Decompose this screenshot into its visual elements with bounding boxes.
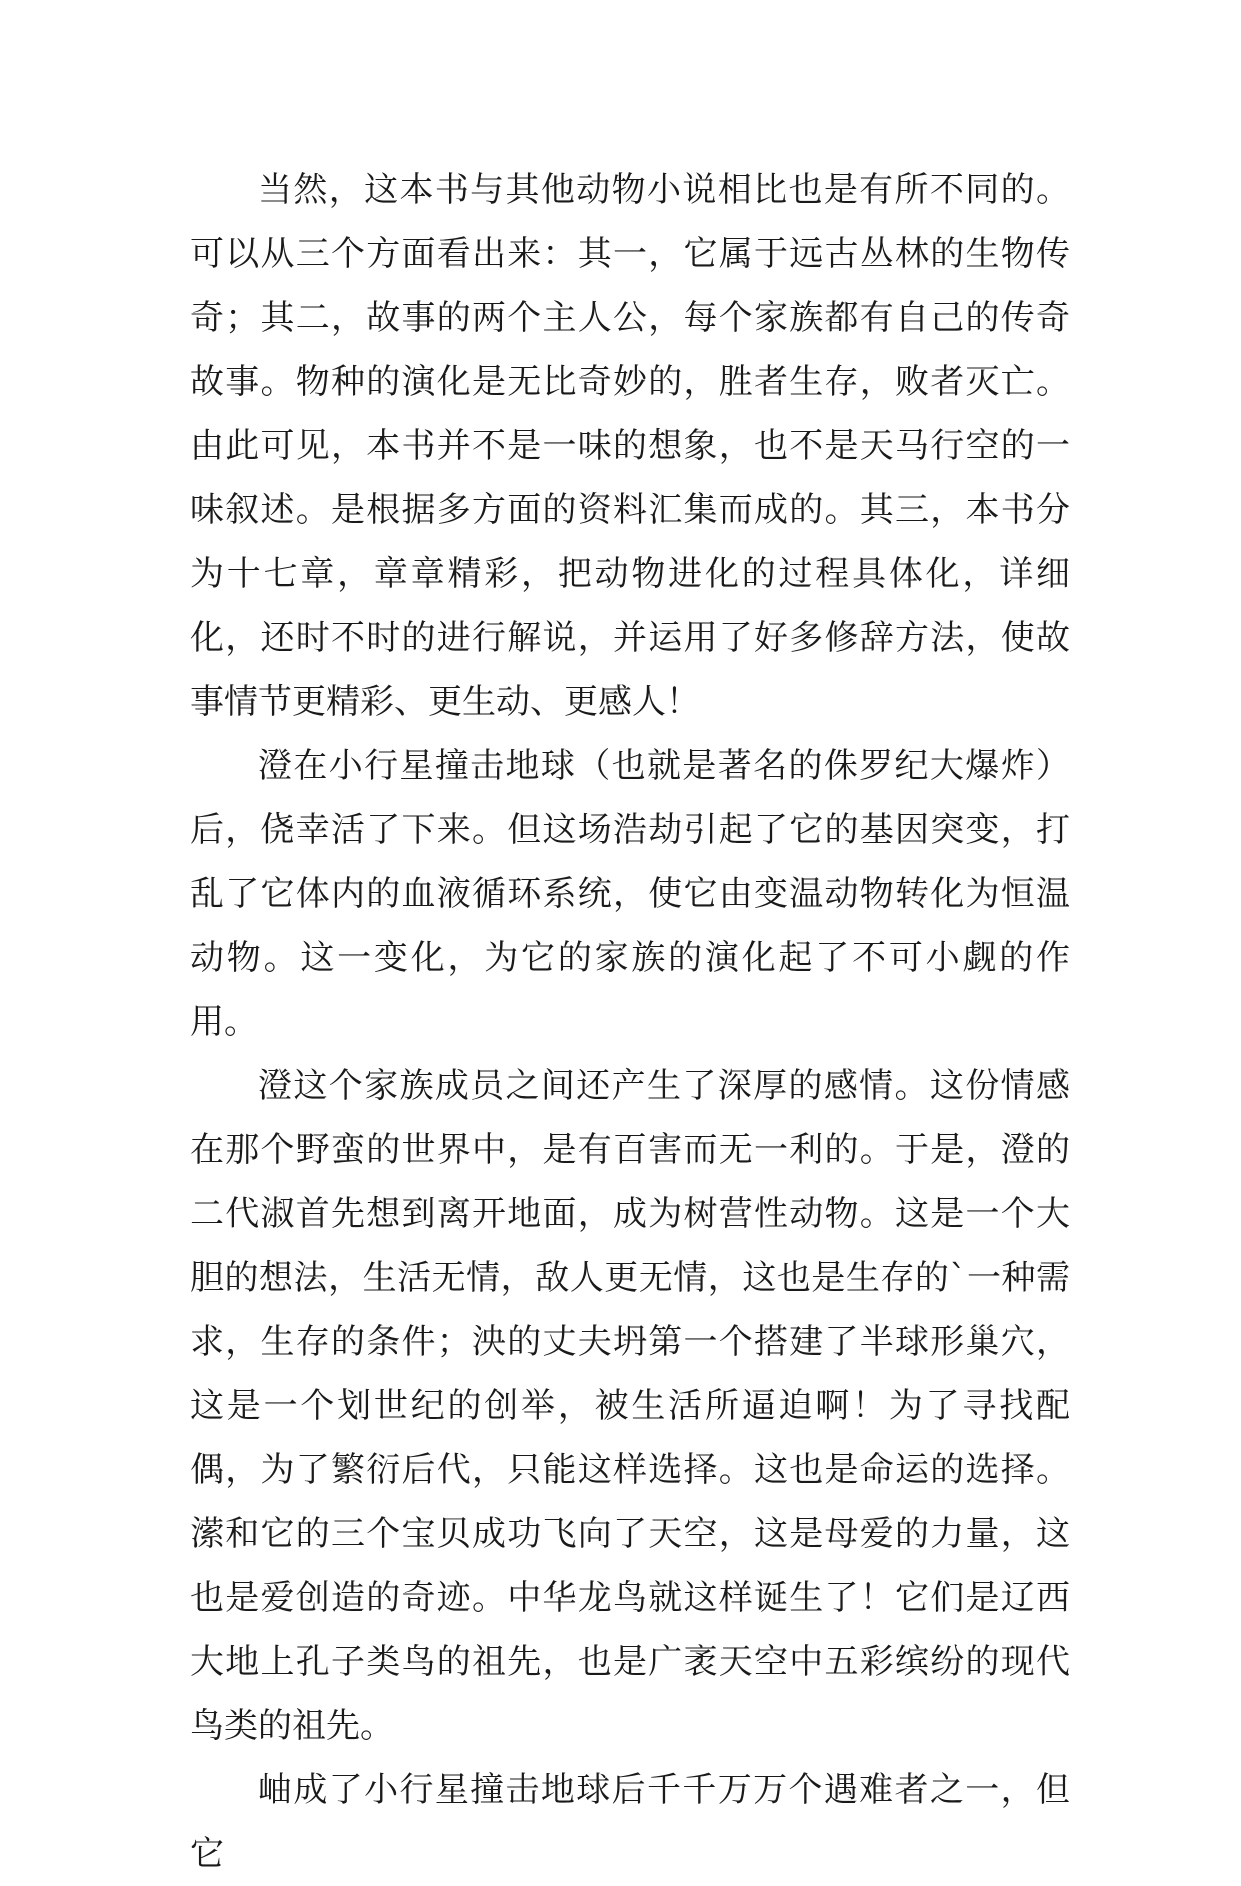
paragraph: 澄这个家族成员之间还产生了深厚的感情。这份情感在那个野蛮的世界中，是有百害而无一利的。于是，澄的二代淑首先想到离开地面，成为树营性动物。这是一个大胆的想法，生活无情，敌人更无情，这也是生存的`一种需求，生存的条件；泱的丈夫坍第一个搭建了半球形巢穴，这是一个划世纪的创举，被生活所逼迫啊！为了寻找配偶，为了繁衍后代，只能这样选择。这也是命运的选择。潆和它的三个宝贝成功飞向了天空，这是母爱的力量，这也是爱创造的奇迹。中华龙鸟就这样诞生了！它们是辽西大地上孔子类鸟的祖先，也是广袤天空中五彩缤纷的现代鸟类的祖先。	[190, 1066, 1070, 1746]
article-body	[190, 158, 1070, 1886]
paragraph: 岫成了小行星撞击地球后千千万万个遇难者之一，但它	[190, 1770, 1070, 1874]
paragraph: 当然，这本书与其他动物小说相比也是有所不同的。可以从三个方面看出来：其一，它属于远古丛林的生物传奇；其二，故事的两个主人公，每个家族都有自己的传奇故事。物种的演化是无比奇妙的，胜者生存，败者灭亡。由此可见，本书并不是一味的想象，也不是天马行空的一味叙述。是根据多方面的资料汇集而成的。其三，本书分为十七章，章章精彩，把动物进化的过程具体化，详细化，还时不时的进行解说，并运用了好多修辞方法，使故事情节更精彩、更生动、更感人！	[190, 170, 1070, 722]
paragraph: 澄在小行星撞击地球（也就是著名的侏罗纪大爆炸）后，侥幸活了下来。但这场浩劫引起了它的基因突变，打乱了它体内的血液循环系统，使它由变温动物转化为恒温动物。这一变化，为它的家族的演化起了不可小觑的作用。	[190, 746, 1070, 1042]
